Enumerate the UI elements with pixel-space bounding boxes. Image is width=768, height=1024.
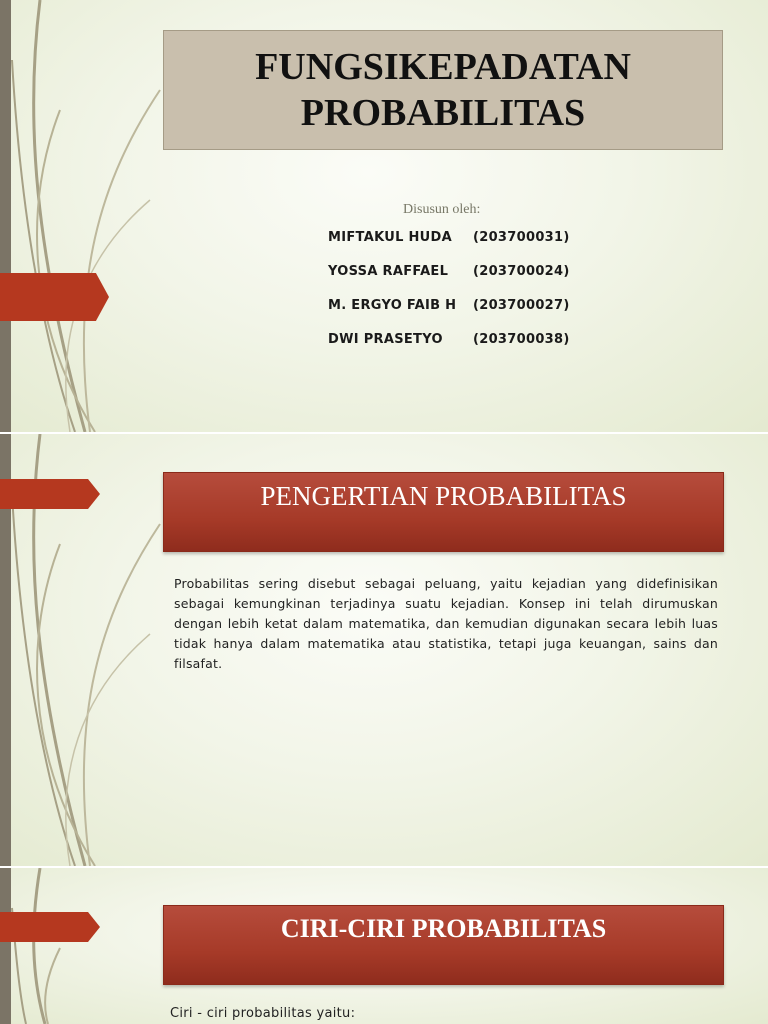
byline: Disusun oleh: (403, 202, 481, 217)
decorative-arrow-tab (0, 479, 100, 509)
author-row (328, 230, 570, 264)
author-id: (203700024) (473, 264, 570, 279)
author-row (328, 264, 570, 298)
author-id: (203700031) (473, 230, 570, 245)
author-name: YOSSA RAFFAEL (328, 264, 449, 279)
decorative-arrow-tab (0, 912, 100, 942)
author-name: M. ERGYO FAIB H (328, 298, 457, 313)
author-list (328, 230, 570, 366)
author-name: MIFTAKUL HUDA (328, 230, 452, 245)
definition-paragraph: Probabilitas sering disebut sebagai peluang, yaitu kejadian yang didefinisikan sebagai kemungkinan terjadinya suatu kejadian. Konsep ini telah dirumuskan dengan lebih ketat dalam matematika, dan kemudian digunakan secara lebih luas tidak hanya dalam matematika atau statistika, tetapi juga keuangan, sains dan filsafat. (174, 576, 718, 671)
author-row (328, 298, 570, 332)
characteristics-intro: Ciri - ciri probabilitas yaitu: (170, 1006, 356, 1021)
author-id: (203700027) (473, 298, 570, 313)
presentation-title: FUNGSIKEPADATAN PROBABILITAS (255, 46, 631, 134)
author-id: (203700038) (473, 332, 570, 347)
slide-definition (0, 434, 768, 866)
decorative-swoosh (0, 0, 170, 432)
author-name: DWI PRASETYO (328, 332, 443, 347)
author-row (328, 332, 570, 366)
section-heading-box (163, 905, 724, 985)
title-box (163, 30, 723, 150)
section-heading: CIRI-CIRI PROBABILITAS (280, 914, 607, 943)
section-heading: PENGERTIAN PROBABILITAS (260, 481, 627, 511)
section-heading-box (163, 472, 724, 552)
decorative-arrow-tab (0, 273, 109, 321)
slide-characteristics (0, 868, 768, 1024)
slide-title (0, 0, 768, 432)
decorative-swoosh (0, 868, 170, 1024)
